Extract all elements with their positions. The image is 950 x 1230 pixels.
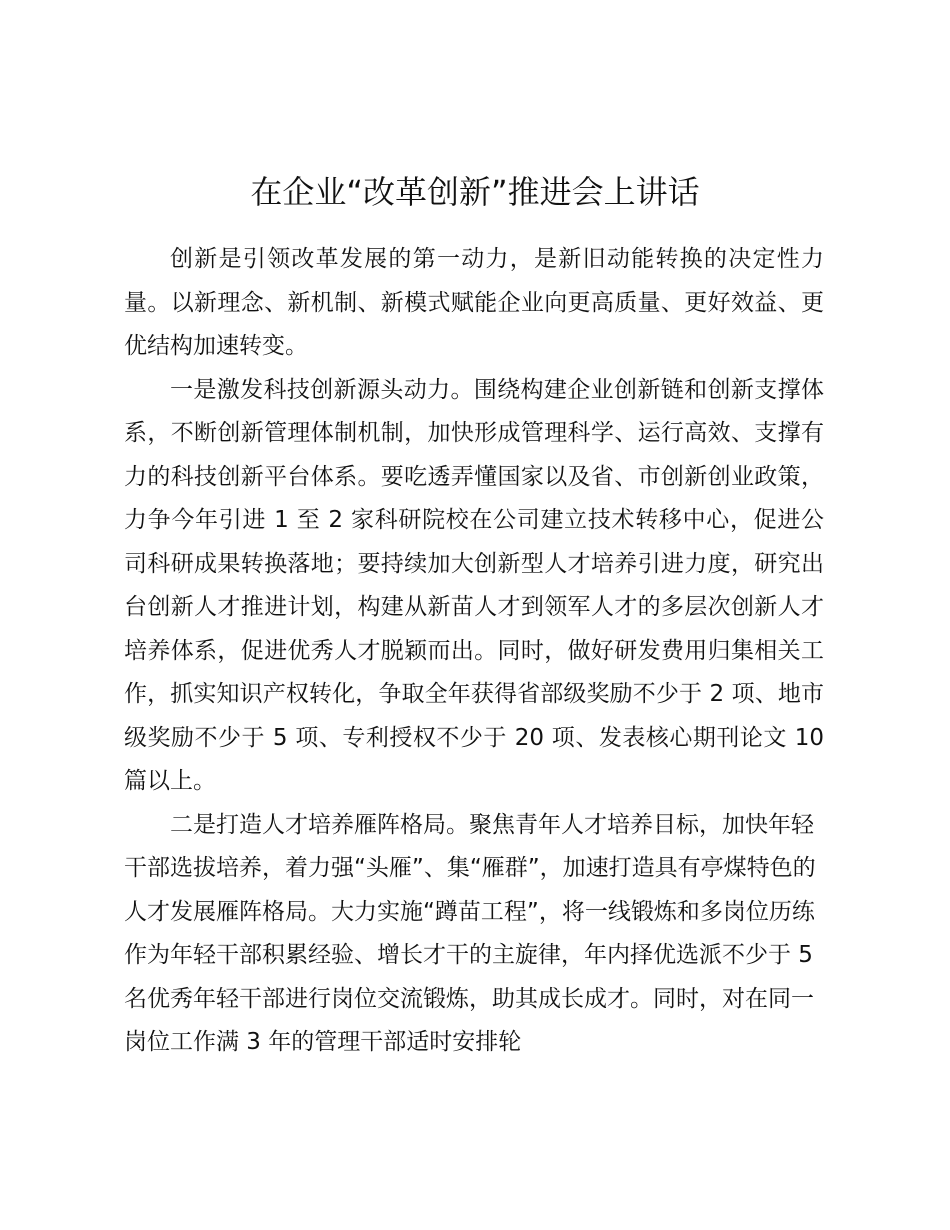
document-title: 在企业“改革创新”推进会上讲话 bbox=[250, 173, 700, 211]
paragraph-intro: 创新是引领改革发展的第一动力，是新旧动能转换的决定性力量。以新理念、新机制、新模式赋能企业向更高质量、更好效益、更优结构加速转变。 bbox=[124, 246, 824, 359]
paragraph-tech-innovation: 一是激发科技创新源头动力。围绕构建企业创新链和创新支撑体系，不断创新管理体制机制，加快形成管理科学、运行高效、支撑有力的科技创新平台体系。要吃透弄懂国家以及省、市创新创业政策，力争今年引进 1 至 2 家科研院校在公司建立技术转移中心，促进公司科研成果转换落地；要持续加大创新型人才培养引进力度，研究出台创新人才推进计划，构建从新苗人才到领军人才的多层次创新人才培养体系，促进优秀人才脱颖而出。同时，做好研发费用归集相关工作，抓实知识产权转化，争取全年获得省部级奖励不少于 2 项、地市级奖励不少于 5 项、专利授权不少于 20 项、发表核心期刊论文 10 篇以上。 bbox=[124, 376, 824, 794]
document-body bbox=[124, 238, 824, 1065]
paragraph-talent-cultivation: 二是打造人才培养雁阵格局。聚焦青年人才培养目标，加快年轻干部选拔培养，着力强“头雁”、集“雁群”，加速打造具有亭煤特色的人才发展雁阵格局。大力实施“蹲苗工程”，将一线锻炼和多岗位历练作为年轻干部积累经验、增长才干的主旋律，年内择优选派不少于 5 名优秀年轻干部进行岗位交流锻炼，助其成长成才。同时，对在同一岗位工作满 3 年的管理干部适时安排轮 bbox=[124, 811, 816, 1055]
